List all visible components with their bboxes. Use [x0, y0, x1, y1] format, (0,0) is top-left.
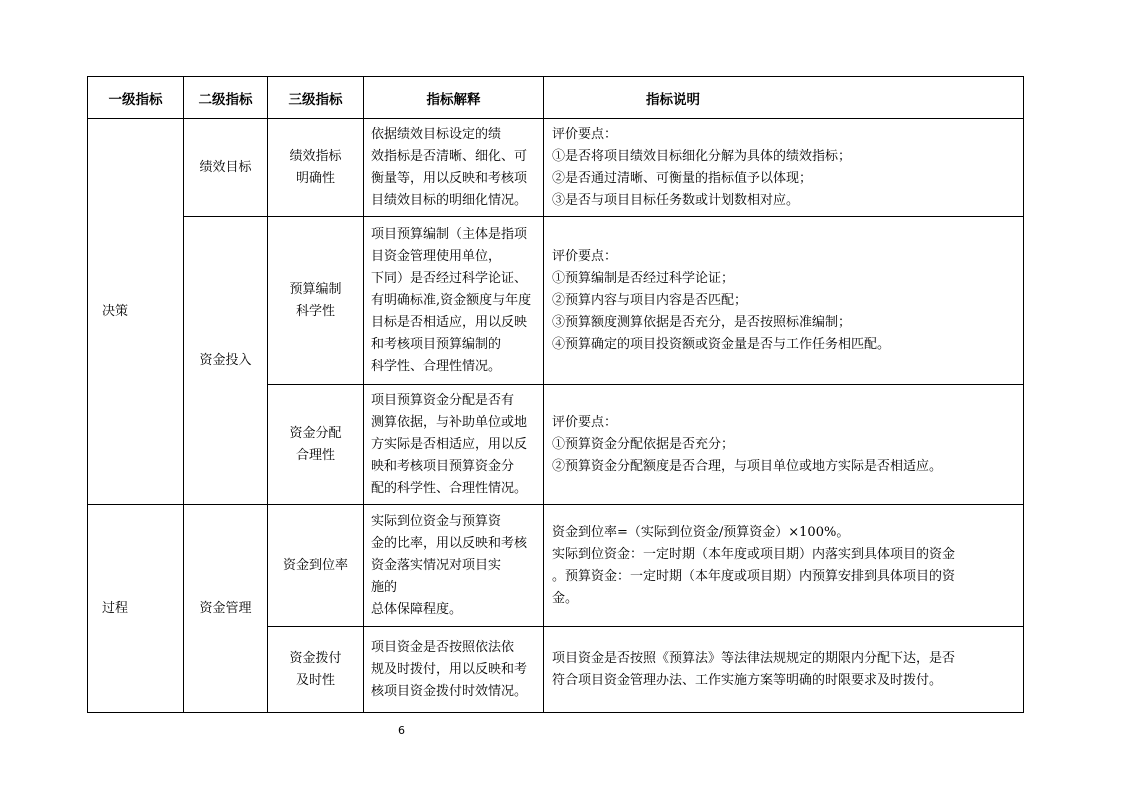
- explanation-line: 核项目资金拨付时效情况。: [371, 683, 528, 699]
- description-line: ④预算确定的项目投资额或资金量是否与工作任务相匹配。: [552, 336, 891, 352]
- explanation-line: 有明确标准,资金额度与年度: [371, 292, 532, 308]
- explanation-cell: [364, 505, 544, 627]
- explanation-line: 依据绩效目标设定的绩: [371, 126, 502, 142]
- description-cell: [544, 505, 1024, 627]
- level3-cell: [268, 627, 364, 713]
- explanation-cell: [364, 385, 544, 505]
- level3-line: 资金分配: [289, 425, 342, 441]
- level3-line: 合理性: [295, 447, 335, 463]
- description-line: 资金到位率=（实际到位资金/预算资金）×100%。: [552, 524, 850, 540]
- header-explanation: 指标解释: [364, 77, 544, 119]
- explanation-cell: [364, 217, 544, 385]
- explanation-line: 项目资金是否按照依法依: [371, 639, 515, 655]
- header-level1: 一级指标: [88, 77, 184, 119]
- description-line: 金。: [552, 590, 579, 606]
- description-line: ③预算额度测算依据是否充分，是否按照标准编制；: [552, 314, 852, 330]
- level3-line: 绩效指标: [289, 148, 342, 164]
- description-line: ②预算内容与项目内容是否匹配；: [552, 292, 748, 308]
- header-description: 指标说明: [544, 77, 1024, 119]
- explanation-cell: [364, 627, 544, 713]
- explanation-cell: [364, 119, 544, 217]
- explanation-line: 测算依据，与补助单位或地: [371, 414, 528, 430]
- explanation-line: 项目预算资金分配是否有: [371, 392, 515, 408]
- description-cell: [544, 217, 1024, 385]
- indicator-table: [87, 76, 1024, 713]
- level3-line: 预算编制: [289, 281, 342, 297]
- level2-label: 资金投入: [199, 352, 252, 368]
- level2-cell: [184, 217, 268, 505]
- description-line: ③是否与项目目标任务数或计划数相对应。: [552, 192, 800, 208]
- explanation-line: 科学性、合理性情况。: [371, 358, 502, 374]
- explanation-line: 资金落实情况对项目实: [371, 557, 502, 573]
- explanation-line: 效指标是否清晰、细化、可: [371, 148, 528, 164]
- level3-line: 资金拨付: [289, 650, 342, 666]
- description-line: ①预算资金分配依据是否充分；: [552, 436, 735, 452]
- table-row: [88, 217, 1024, 385]
- description-line: ①预算编制是否经过科学论证；: [552, 270, 735, 286]
- level3-line: 明确性: [295, 170, 335, 186]
- level2-label: 资金管理: [199, 600, 252, 616]
- level3-cell: [268, 385, 364, 505]
- explanation-line: 下同）是否经过科学论证、: [371, 270, 528, 286]
- description-cell: [544, 385, 1024, 505]
- table-row: [88, 505, 1024, 627]
- explanation-line: 衡量等，用以反映和考核项: [371, 170, 528, 186]
- header-level3: 三级指标: [268, 77, 364, 119]
- level1-label: 决策: [102, 303, 129, 319]
- description-line: 符合项目资金管理办法、工作实施方案等明确的时限要求及时拨付。: [552, 672, 943, 688]
- description-line: ②是否通过清晰、可衡量的指标值予以体现；: [552, 170, 813, 186]
- level3-line: 及时性: [295, 672, 335, 688]
- explanation-line: 目绩效目标的明细化情况。: [371, 192, 528, 208]
- explanation-line: 方实际是否相适应，用以反: [371, 436, 528, 452]
- description-line: 评价要点：: [552, 414, 618, 430]
- explanation-line: 施的: [371, 579, 398, 595]
- level3-cell: [268, 217, 364, 385]
- page-number: 6: [398, 724, 405, 737]
- description-line: 评价要点：: [552, 126, 618, 142]
- explanation-line: 项目预算编制（主体是指项: [371, 226, 528, 242]
- description-line: ②预算资金分配额度是否合理，与项目单位或地方实际是否相适应。: [552, 458, 943, 474]
- level3-line: 科学性: [295, 303, 335, 319]
- description-line: 。预算资金：一定时期（本年度或项目期）内预算安排到具体项目的资: [552, 568, 956, 584]
- level2-label: 绩效目标: [199, 159, 252, 175]
- level3-cell: [268, 119, 364, 217]
- explanation-line: 目标是否相适应，用以反映: [371, 314, 528, 330]
- level3-line: 资金到位率: [282, 557, 348, 573]
- explanation-line: 目资金管理使用单位，: [371, 248, 502, 264]
- explanation-line: 映和考核项目预算资金分: [371, 458, 515, 474]
- explanation-line: 总体保障程度。: [371, 601, 463, 617]
- explanation-line: 规及时拨付，用以反映和考: [371, 661, 528, 677]
- explanation-line: 实际到位资金与预算资: [371, 513, 502, 529]
- level2-cell: [184, 505, 268, 713]
- description-cell: [544, 119, 1024, 217]
- description-line: 评价要点：: [552, 248, 618, 264]
- explanation-line: 和考核项目预算编制的: [371, 336, 502, 352]
- header-level2: 二级指标: [184, 77, 268, 119]
- description-line: 实际到位资金：一定时期（本年度或项目期）内落实到具体项目的资金: [552, 546, 956, 562]
- level1-cell: [88, 119, 184, 505]
- level1-cell: [88, 505, 184, 713]
- table-row: [88, 119, 1024, 217]
- level3-cell: [268, 505, 364, 627]
- explanation-line: 金的比率，用以反映和考核: [371, 535, 528, 551]
- level1-label: 过程: [102, 600, 129, 616]
- description-line: 项目资金是否按照《预算法》等法律法规规定的期限内分配下达，是否: [552, 650, 956, 666]
- header-row: [88, 77, 1024, 119]
- description-line: ①是否将项目绩效目标细化分解为具体的绩效指标；: [552, 148, 852, 164]
- description-cell: [544, 627, 1024, 713]
- level2-cell: [184, 119, 268, 217]
- explanation-line: 配的科学性、合理性情况。: [371, 480, 528, 496]
